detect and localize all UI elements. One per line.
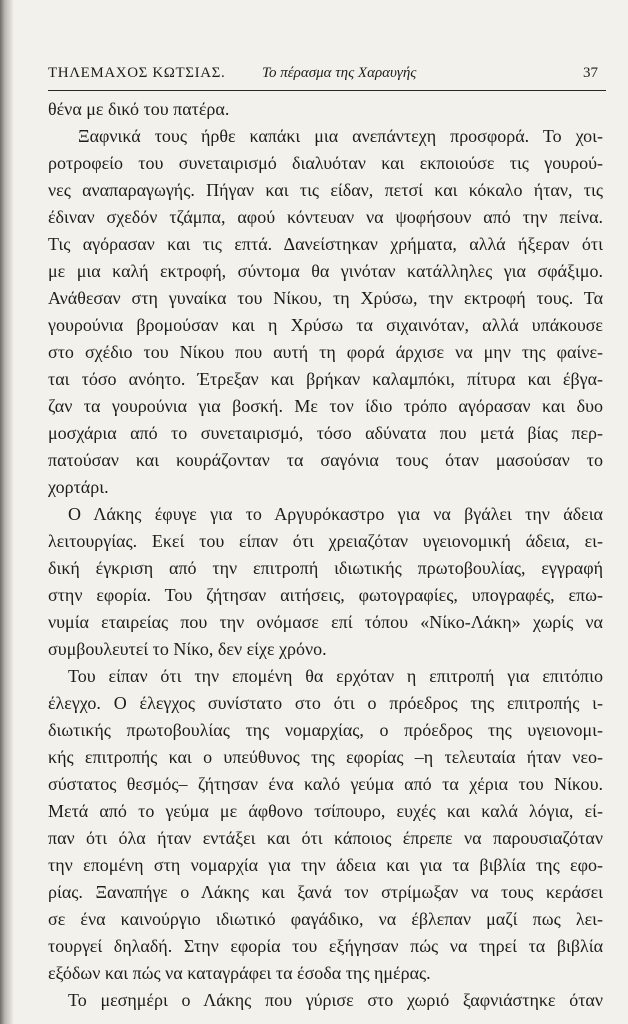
text-line: γουρούνια βρομούσαν και η Χρύσω τα σιχαινόταν, αλλά υπάκουσε [48,315,603,335]
text-line: Μετά από το γεύμα με άφθονο τσίπουρο, ευχές και καλά λόγια, εί- [48,801,603,821]
text-line: σύστατος θεσμός– ζήτησαν ένα καλό γεύμα από τα χέρια του Νίκου. [48,774,603,794]
text-line: κής επιτροπής και ο υπεύθυνος της εφορίας –η τελευταία ήταν νεο- [48,747,603,767]
text-line: ροτροφείο του συνεταιρισμό διαλυόταν και εκποιούσε τις γουρού- [48,153,603,173]
text-line: με μια καλή εκτροφή, σύντομα θα γινόταν κατάλληλες για σφάξιμο. [48,261,603,281]
text-line: παν ότι όλα ήταν εντάξει και ότι κάποιος έπρεπε να παρουσιαζόταν [48,828,603,848]
text-line: εξόδων και πώς να καταγράφει τα έσοδα της ημέρας. [48,963,431,983]
text-line: ται τόσο ανόητο. Έτρεξαν και βρήκαν καλαμπόκι, πίτυρα και έβγα- [48,369,603,389]
text-line: δική έγκριση από την επιτροπή ιδιωτικής πρωτοβουλίας, εγγραφή [48,558,603,578]
text-line: έλεγχο. Ο έλεγχος συνίστατο στο ότι ο πρόεδρος της επιτροπής ι- [48,693,603,713]
text-line: ζαν τα γουρούνια για βοσκή. Με τον ίδιο τρόπο αγόρασαν και δυο [48,396,603,416]
text-line: σε ένα καινούργιο ιδιωτικό φαγάδικο, να έβλεπαν μαζί πως λει- [48,909,603,929]
text-line: τουργεί δηλαδή. Στην εφορία του εξήγησαν πώς να τηρεί τα βιβλία [48,936,603,956]
text-line: την επομένη στη νομαρχία για την άδεια και για τα βιβλία της εφο- [48,855,603,875]
scan-edge-shadow [0,0,14,1024]
paragraph-first-line: Ξαφνικά τους ήρθε καπάκι μια ανεπάντεχη προσφορά. Το χοι- [78,126,603,146]
page-text [48,96,603,1014]
text-line: έδιναν σχεδόν τζάμπα, αφού κόντευαν να ψοφήσουν από την πείνα. [48,207,603,227]
text-line: πατούσαν και κουράζονταν τα σαγόνια τους όταν μασούσαν το [48,450,603,470]
paragraph-first-line: Ο Λάκης έφυγε για το Αργυρόκαστρο για να βγάλει την άδεια [68,504,603,524]
header-rule [48,90,606,91]
text-line: συμβουλευτεί το Νίκο, δεν είχε χρόνο. [48,639,327,659]
text-line: στο σχέδιο του Νίκου που αυτή τη φορά άρχισε να μην της φαίνε- [48,342,603,362]
text-line: Ανάθεσαν στη γυναίκα του Νίκου, τη Χρύσω, την εκτροφή τους. Τα [48,288,603,308]
running-header [48,62,604,90]
header-book-title: Το πέρασμα της Χαραυγής [262,65,417,81]
page-number: 37 [583,65,598,81]
text-line: νες αναπαραγωγής. Πήγαν και τις είδαν, πετσί και κόκαλο ήταν, τις [48,180,603,200]
paragraph-first-line: Το μεσημέρι ο Λάκης που γύρισε στο χωριό ξαφνιάστηκε όταν [68,990,603,1010]
text-line: νυμία εταιρείας που την ονόμασε επί τόπου «Νίκο-Λάκη» χωρίς να [48,612,603,632]
text-line: χορτάρι. [48,477,109,497]
header-author: ΤΗΛΕΜΑΧΟΣ ΚΩΤΣΙΑΣ. [48,65,226,81]
paragraph-first-line: Του είπαν ότι την επομένη θα ερχόταν η επιτροπή για επιτόπιο [68,666,603,686]
text-line: ρίας. Ξαναπήγε ο Λάκης και ξανά τον στρίμωξαν να τους κεράσει [48,882,603,902]
text-line: λειτουργίας. Εκεί του είπαν ότι χρειαζόταν υγειονομική άδεια, ει- [48,531,603,551]
text-line: Τις αγόρασαν και τις επτά. Δανείστηκαν χρήματα, αλλά ήξεραν ότι [48,234,603,254]
text-line: θένα με δικό του πατέρα. [48,99,230,119]
text-line: μοσχάρια από το συνεταιρισμό, τόσο αδύνατα που μετά βίας περ- [48,423,603,443]
text-line: στην εφορία. Του ζήτησαν αιτήσεις, φωτογραφίες, υπογραφές, επω- [48,585,603,605]
text-line: διωτικής πρωτοβουλίας της νομαρχίας, ο πρόεδρος της υγειονομι- [48,720,603,740]
